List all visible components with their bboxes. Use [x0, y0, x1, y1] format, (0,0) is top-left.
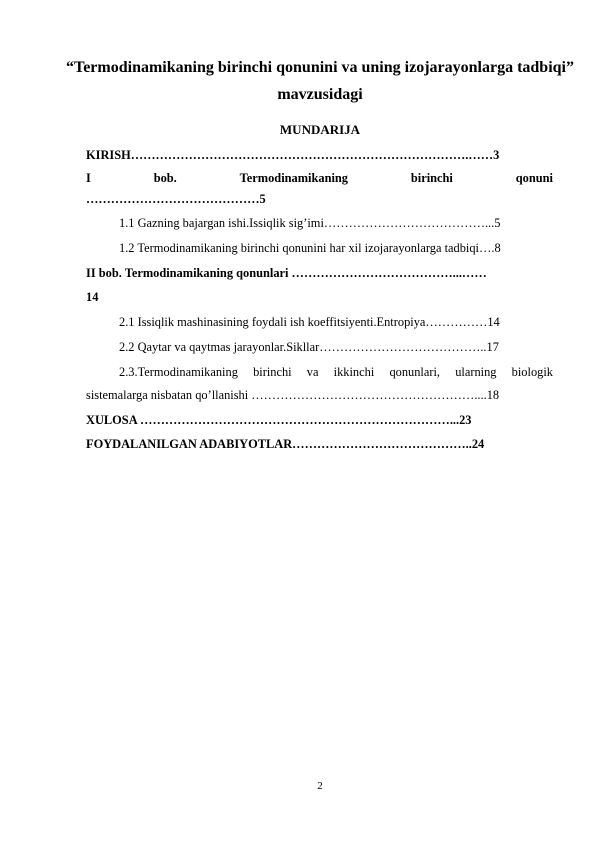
- toc-entry-2-2: 2.2 Qaytar va qaytmas jarayonlar.Sikllar…………………………………..17: [119, 340, 499, 354]
- toc-word: birinchi: [253, 365, 292, 379]
- toc-entry-2-1: 2.1 Issiqlik mashinasining foydali ish koeffitsiyenti.Entropiya……………14: [119, 315, 500, 329]
- toc-entry-bob1: [86, 169, 553, 187]
- toc-word: Termodinamikaning: [239, 171, 348, 185]
- toc-entry-bob2: [86, 264, 553, 282]
- toc-word: va: [306, 365, 319, 379]
- document-title: “Termodinamikaning birinchi qonunini va uning izojarayonlarga tadbiqi” mavzusidagi: [66, 59, 574, 103]
- toc-entry-foydalanilgan: FOYDALANILGAN ADABIYOTLAR……………………………………..24: [86, 437, 485, 451]
- toc-word: 2.3.Termodinamikaning: [119, 365, 238, 379]
- toc-entry-1-1: 1.1 Gazning bajargan ishi.Issiqlik sig’imi…………………………………...5: [119, 216, 501, 230]
- toc-word: bob.: [153, 171, 177, 185]
- toc-word: qonuni: [515, 171, 553, 185]
- toc-entry-xulosa: XULOSA …………………………………………………………………...23: [86, 413, 472, 427]
- toc-word: ikkinchi: [333, 365, 375, 379]
- toc-entry-kirish: KIRISH……………………………………………………………………….……3: [86, 148, 500, 162]
- toc-entry-bob1-dots: ……………………………………5: [86, 192, 266, 206]
- toc-heading: MUNDARIJA: [279, 122, 361, 137]
- toc-entry-bob2-num: 14: [86, 290, 99, 304]
- toc-word: ularning: [455, 365, 497, 379]
- toc-word: biologik: [511, 365, 553, 379]
- toc-word: qonunlari,: [389, 365, 441, 379]
- page-number: 2: [317, 780, 323, 792]
- toc-entry-2-3: [119, 363, 553, 381]
- toc-word: birinchi: [410, 171, 453, 185]
- toc-entry-bob2-text: II bob. Termodinamikaning qonunlari …………………………………...……: [86, 266, 487, 280]
- toc-entry-1-2: 1.2 Termodinamikaning birinchi qonunini har xil izojarayonlarga tadbiqi….8: [119, 241, 501, 255]
- toc-word: I: [86, 171, 91, 185]
- toc-entry-2-3-cont: sistemalarga nisbatan qo’llanishi ………………………………………………....18: [86, 388, 500, 402]
